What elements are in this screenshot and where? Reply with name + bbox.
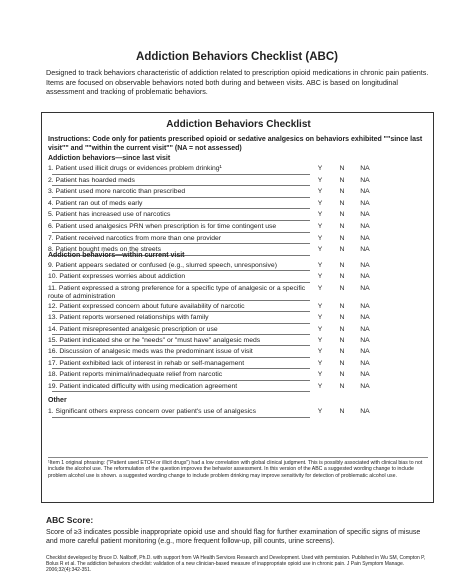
option-n[interactable]: N bbox=[339, 408, 345, 415]
option-y[interactable]: Y bbox=[317, 302, 323, 310]
footnote bbox=[48, 457, 428, 479]
item-text: 15. Patient indicated she or he "needs" or "must have" analgesic meds bbox=[48, 337, 261, 344]
item-underline bbox=[52, 300, 310, 301]
option-y[interactable]: Y bbox=[317, 325, 323, 333]
option-na[interactable]: NA bbox=[360, 359, 370, 367]
option-n[interactable]: N bbox=[339, 234, 345, 242]
option-y[interactable]: Y bbox=[317, 211, 323, 219]
option-n[interactable]: N bbox=[339, 371, 345, 379]
item-underline bbox=[52, 208, 310, 209]
item-text: 16. Discussion of analgesic meds was the predominant issue of visit bbox=[48, 348, 253, 356]
option-na[interactable]: NA bbox=[360, 325, 370, 333]
option-na[interactable]: NA bbox=[360, 382, 370, 390]
item-text: 1. Patient used illicit drugs or evidences problem drinking¹ bbox=[48, 165, 222, 172]
option-na[interactable]: NA bbox=[360, 165, 370, 172]
option-n[interactable]: N bbox=[339, 188, 345, 196]
section-other: Other bbox=[48, 397, 67, 404]
item-text: 17. Patient exhibited lack of interest in rehab or self-management bbox=[48, 359, 245, 367]
item-text: 18. Patient reports minimal/inadequate relief from narcotic bbox=[48, 371, 223, 379]
section-since-last-visit: Addiction behaviors—since last visit bbox=[48, 155, 171, 162]
item-underline bbox=[52, 334, 310, 335]
item-text: 4. Patient ran out of meds early bbox=[48, 199, 143, 207]
option-y[interactable]: Y bbox=[317, 262, 323, 269]
option-na[interactable]: NA bbox=[360, 188, 370, 196]
item-underline bbox=[52, 270, 310, 271]
item-text: 7. Patient received narcotics from more than one provider bbox=[48, 234, 222, 242]
option-y[interactable]: Y bbox=[317, 348, 323, 356]
option-na[interactable]: NA bbox=[360, 262, 370, 269]
option-y[interactable]: Y bbox=[317, 408, 323, 415]
option-n[interactable]: N bbox=[339, 325, 345, 333]
option-n[interactable]: N bbox=[339, 176, 345, 184]
option-y[interactable]: Y bbox=[317, 314, 323, 322]
intro-text: Designed to track behaviors characteristic of addiction related to prescription opioid medications in chronic pain patients. Items are focused on observable behaviors noted both during and between visits. ABC is based on longitudinal assessment and tracking of problematic behaviors. bbox=[46, 68, 429, 96]
option-n[interactable]: N bbox=[339, 273, 345, 281]
credit-text: Checklist developed by Bruce D. Naliboff, Ph.D. with support from VA Health Services Research and Development. Used with permission. Published in Wu SM, Compton P, Bolus R et al. The addiction behaviors checklist: validation of a new clinician-based measure of inappropriate opioid use in chronic pain. J Pain Symptom Manage. 2006;32(4):342-351. bbox=[46, 555, 426, 574]
item-underline bbox=[52, 185, 310, 186]
item-text: 11. Patient expressed a strong preference for a specific type of analgesic or a specific route of administration bbox=[48, 284, 306, 300]
item-underline bbox=[52, 197, 310, 198]
option-na[interactable]: NA bbox=[360, 314, 370, 322]
item-underline bbox=[52, 282, 310, 283]
item-text: 13. Patient reports worsened relationships with family bbox=[48, 314, 209, 322]
item-underline bbox=[52, 380, 310, 381]
item-underline bbox=[52, 345, 310, 346]
option-n[interactable]: N bbox=[339, 302, 345, 310]
option-na[interactable]: NA bbox=[360, 337, 370, 344]
footnote-text: ¹Item 1 original phrasing: ("Patient used ETOH or illicit drugs") had a low correlation with global clinical judgment. This is possibly associated with clinical bias to not include the alcohol use. The reformulation of the question improves the behavior assessment. In this version of the ABC a suggested wording change to include problem alcohol use is shown. bbox=[48, 460, 423, 479]
item-text: 6. Patient used analgesics PRN when prescription is for time contingent use bbox=[48, 223, 277, 230]
option-na[interactable]: NA bbox=[360, 371, 370, 379]
score-heading: ABC Score: bbox=[46, 515, 94, 525]
option-na[interactable]: NA bbox=[360, 211, 370, 219]
item-underline bbox=[52, 220, 310, 221]
option-y[interactable]: Y bbox=[317, 337, 323, 344]
option-n[interactable]: N bbox=[339, 348, 345, 356]
option-y[interactable]: Y bbox=[317, 284, 323, 292]
item-underline bbox=[52, 417, 310, 418]
item-text: 1. Significant others express concern over patient's use of analgesics bbox=[48, 408, 256, 415]
instructions: Instructions: Code only for patients prescribed opioid or sedative analgesics on behaviors exhibited ""since last visit"" and ""within the current visit"" (NA = not assessed) bbox=[48, 136, 423, 152]
option-y[interactable]: Y bbox=[317, 188, 323, 196]
item-underline bbox=[52, 243, 310, 244]
option-na[interactable]: NA bbox=[360, 273, 370, 281]
option-n[interactable]: N bbox=[339, 199, 345, 207]
option-n[interactable]: N bbox=[339, 223, 345, 230]
option-n[interactable]: N bbox=[339, 314, 345, 322]
option-n[interactable]: N bbox=[339, 262, 345, 269]
option-n[interactable]: N bbox=[339, 382, 345, 390]
item-text: 8. Patient bought meds on the streets bbox=[48, 246, 161, 254]
option-y[interactable]: Y bbox=[317, 199, 323, 207]
checklist-box bbox=[41, 112, 434, 503]
option-na[interactable]: NA bbox=[360, 246, 370, 254]
option-n[interactable]: N bbox=[339, 359, 345, 367]
footnote-text-2: a suggested wording change to include problem drinking may improve sensitivity for detection of problematic alcohol use. bbox=[118, 472, 397, 479]
item-text: 2. Patient has hoarded meds bbox=[48, 176, 135, 184]
option-na[interactable]: NA bbox=[360, 176, 370, 184]
option-y[interactable]: Y bbox=[317, 246, 323, 254]
item-underline bbox=[52, 391, 310, 392]
item-text: 14. Patient misrepresented analgesic prescription or use bbox=[48, 325, 218, 333]
option-y[interactable]: Y bbox=[317, 165, 323, 172]
item-text: 5. Patient has increased use of narcotics bbox=[48, 211, 171, 219]
option-n[interactable]: N bbox=[339, 246, 345, 254]
item-text: 10. Patient expresses worries about addiction bbox=[48, 273, 186, 281]
score-text: Score of ≥3 indicates possible inappropriate opioid use and should flag for further examination of specific signs of misuse and more careful patient monitoring (e.g., more frequent follow-up, pill counts, urine screens). bbox=[46, 529, 421, 545]
item-underline bbox=[52, 311, 310, 312]
item-text: 9. Patient appears sedated or confused (e.g., slurred speech, unresponsive) bbox=[48, 262, 277, 269]
section-current-visit: Addiction behaviors—within current visit bbox=[48, 252, 185, 259]
option-na[interactable]: NA bbox=[360, 199, 370, 207]
option-na[interactable]: NA bbox=[360, 234, 370, 242]
checklist-title: Addiction Behaviors Checklist bbox=[166, 119, 311, 130]
item-underline bbox=[52, 174, 310, 175]
item-underline bbox=[52, 323, 310, 324]
option-y[interactable]: Y bbox=[317, 359, 323, 367]
option-y[interactable]: Y bbox=[317, 371, 323, 379]
option-y[interactable]: Y bbox=[317, 273, 323, 281]
item-underline bbox=[52, 368, 310, 369]
option-y[interactable]: Y bbox=[317, 382, 323, 390]
option-y[interactable]: Y bbox=[317, 176, 323, 184]
option-na[interactable]: NA bbox=[360, 348, 370, 356]
page-title: Addiction Behaviors Checklist (ABC) bbox=[136, 51, 338, 63]
item-text: 3. Patient used more narcotic than prescribed bbox=[48, 188, 186, 196]
option-na[interactable]: NA bbox=[360, 284, 370, 292]
option-n[interactable]: N bbox=[339, 337, 345, 344]
item-underline bbox=[52, 232, 310, 233]
item-text: 19. Patient indicated difficulty with using medication agreement bbox=[48, 382, 238, 390]
option-n[interactable]: N bbox=[339, 211, 345, 219]
option-y[interactable]: Y bbox=[317, 223, 323, 230]
option-na[interactable]: NA bbox=[360, 408, 370, 415]
option-n[interactable]: N bbox=[339, 284, 345, 292]
option-y[interactable]: Y bbox=[317, 234, 323, 242]
item-underline bbox=[52, 357, 310, 358]
item-text: 12. Patient expressed concern about future availability of narcotic bbox=[48, 302, 245, 310]
option-na[interactable]: NA bbox=[360, 302, 370, 310]
option-na[interactable]: NA bbox=[360, 223, 370, 230]
option-n[interactable]: N bbox=[339, 165, 345, 172]
